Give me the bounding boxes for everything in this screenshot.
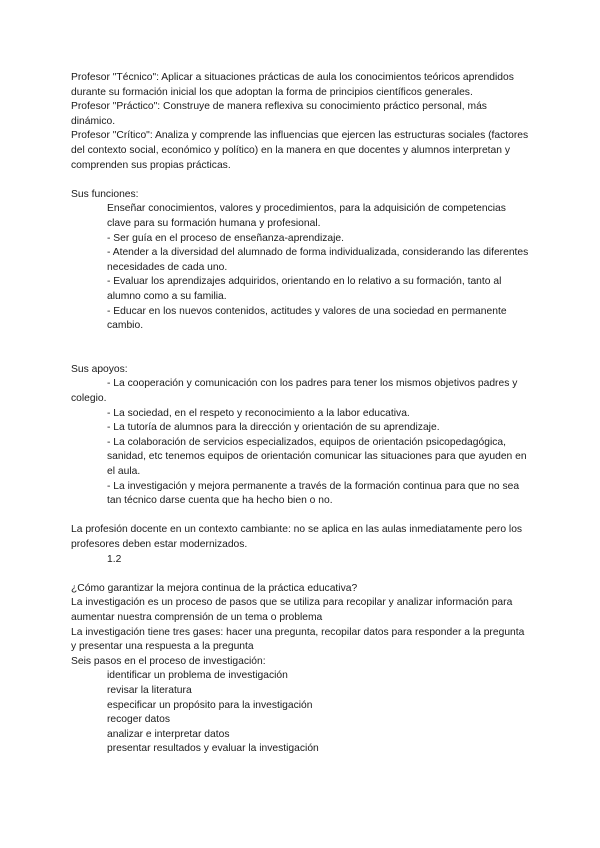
- apoyos-heading: Sus apoyos:: [71, 363, 128, 375]
- investigacion-question: ¿Cómo garantizar la mejora continua de la práctica educativa?: [71, 582, 358, 594]
- apoyo-item: - La investigación y mejora permanente a través de la formación continua para que no sea tan técnico darse cuenta que ha hecho bien o no.: [107, 480, 520, 507]
- funcion-item: Enseñar conocimientos, valores y procedimientos, para la adquisición de competencias clave para su formación humana y profesional.: [107, 203, 506, 229]
- step-item: presentar resultados y evaluar la investigación: [107, 743, 319, 755]
- step-item: revisar la literatura: [107, 684, 192, 696]
- profesion-docente-paragraph: La profesión docente en un contexto cambiante: no se aplica en las aulas inmediatamente pero los profesores deben estar modernizados.: [71, 524, 523, 550]
- profesor-practico: Profesor "Práctico": Construye de manera reflexiva su conocimiento práctico personal, más dinámico.: [71, 101, 487, 127]
- steps-heading: Seis pasos en el proceso de investigación:: [71, 655, 266, 667]
- profesor-critico: Profesor "Crítico": Analiza y comprende las influencias que ejercen las estructuras sociales (factores del contexto social, económico y político) en la manera en que docentes y alumnos interpretan y comprenden sus propias prácticas.: [71, 130, 529, 171]
- investigacion-definition: La investigación es un proceso de pasos que se utiliza para recopilar y analizar información para aumentar nuestra comprensión de un tema o problema: [71, 597, 513, 623]
- funcion-item: - Atender a la diversidad del alumnado de forma individualizada, considerando las diferentes necesidades de cada uno.: [107, 247, 529, 273]
- funcion-item: - Educar en los nuevos contenidos, actitudes y valores de una sociedad en permanente cambio.: [107, 305, 507, 332]
- funcion-item: - Evaluar los aprendizajes adquiridos, orientando en lo relativo a su formación, tanto al alumno como a su familia.: [107, 276, 502, 302]
- document-body: [71, 71, 531, 757]
- profesor-tecnico: Profesor "Técnico": Aplicar a situaciones prácticas de aula los conocimientos teóricos aprendidos durante su formación inicial los que adoptan la forma de principios científicos generales.: [71, 72, 514, 98]
- investigacion-phases: La investigación tiene tres gases: hacer una pregunta, recopilar datos para responder a la pregunta y presentar una respuesta a la pregunta: [71, 626, 525, 653]
- apoyo-item: - La tutoría de alumnos para la dirección y orientación de su aprendizaje.: [107, 422, 440, 434]
- section-number: 1.2: [107, 553, 122, 565]
- funciones-heading: Sus funciones:: [71, 188, 139, 200]
- step-item: analizar e interpretar datos: [107, 728, 230, 740]
- apoyo-item: - La cooperación y comunicación con los padres para tener los mismos objetivos padres y colegio.: [71, 378, 518, 405]
- apoyo-item: - La sociedad, en el respeto y reconocimiento a la labor educativa.: [107, 407, 410, 419]
- apoyo-item: - La colaboración de servicios especializados, equipos de orientación psicopedagógica, sanidad, etc tenemos equipos de orientación comunicar las situaciones para que ayuden en el aula.: [107, 436, 527, 478]
- step-item: especificar un propósito para la investigación: [107, 699, 313, 711]
- step-item: recoger datos: [107, 714, 170, 726]
- funcion-item: - Ser guía en el proceso de enseñanza-aprendizaje.: [107, 232, 344, 244]
- step-item: identificar un problema de investigación: [107, 670, 288, 682]
